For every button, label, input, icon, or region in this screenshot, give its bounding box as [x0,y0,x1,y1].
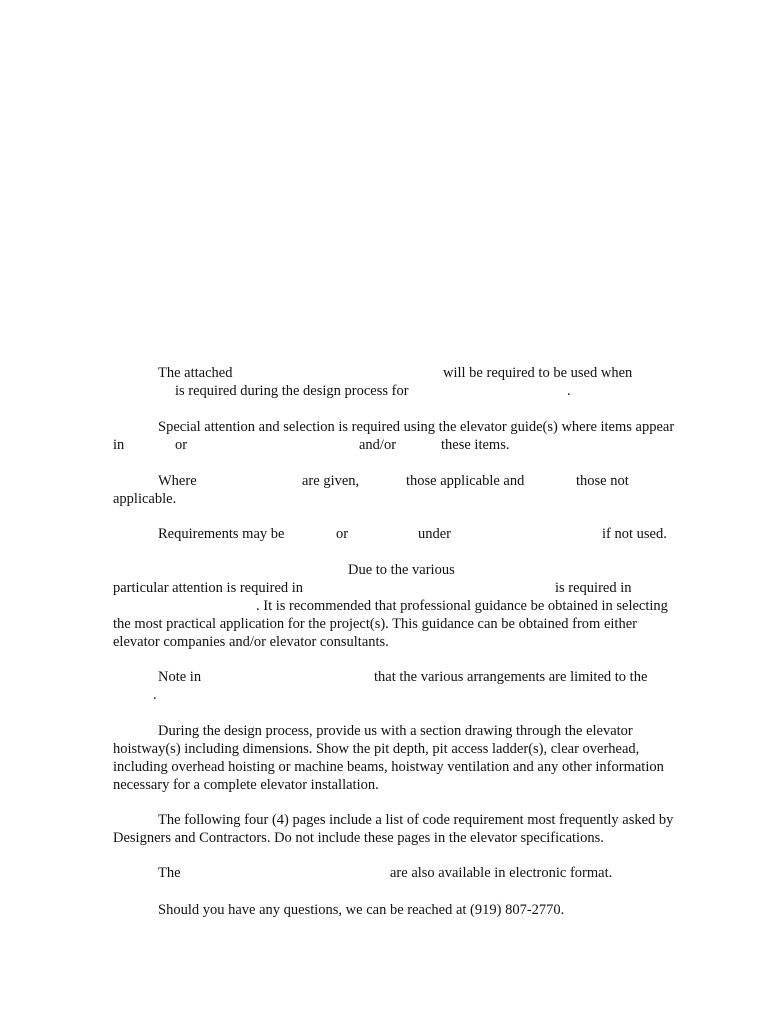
p1-line1-text-b: will be required to be used when [443,365,633,381]
p7-line1-text: During the design process, provide us with a section drawing through the elevator [158,723,633,739]
p5-line4-text: the most practical application for the project(s). This guidance can be obtained from either [113,616,637,632]
p1-line2-text-b: . [567,383,571,399]
p5-line1-text: Due to the various [348,562,455,578]
p2-line1-text: Special attention and selection is required using the elevator guide(s) where items appear [158,419,675,435]
p2-line2-text-d: these items. [441,437,510,453]
p8-line1-text: The following four (4) pages include a list of code requirement most frequently asked by [158,812,674,828]
p5-line3-text: . It is recommended that professional guidance be obtained in selecting [256,598,668,614]
p2-line2-text-c: and/or [359,437,397,453]
p1-line1-text-a: The attached [158,365,233,381]
p10-line1-text: Should you have any questions, we can be reached at (919) 807-2770. [158,902,565,918]
p9-line1-text-a: The [158,865,181,881]
p5-line2-text-b: is required in [555,580,632,596]
p3-line1-text-a: Where [158,473,197,489]
p4-line1-text-d: if not used. [602,526,667,542]
p6-line1-text-b: that the various arrangements are limited to the [374,669,648,685]
p6-line2-text: . [153,687,157,703]
p2-line2-text-a: in [113,437,125,453]
p3-line1-text-b: are given, [302,473,360,489]
p1-line2-text-a: is required during the design process for [175,383,409,399]
p7-line4-text: necessary for a complete elevator installation. [113,777,379,793]
p8-line2-text: Designers and Contractors. Do not include these pages in the elevator specifications. [113,830,604,846]
p3-line1-text-c: those applicable and [406,473,525,489]
p6-line1-text-a: Note in [158,669,202,685]
p4-line1-text-b: or [336,526,349,542]
p3-line1-text-d: those not [576,473,629,489]
p5-line5-text: elevator companies and/or elevator consultants. [113,634,389,650]
p7-line2-text: hoistway(s) including dimensions. Show the pit depth, pit access ladder(s), clear overhead, [113,741,640,757]
p2-line2-text-b: or [175,437,188,453]
p3-line2-text: applicable. [113,491,177,507]
p4-line1-text-a: Requirements may be [158,526,285,542]
p5-line2-text-a: particular attention is required in [113,580,304,596]
p7-line3-text: including overhead hoisting or machine beams, hoistway ventilation and any other information [113,759,664,775]
p9-line1-text-b: are also available in electronic format. [390,865,613,881]
p4-line1-text-c: under [418,526,452,542]
